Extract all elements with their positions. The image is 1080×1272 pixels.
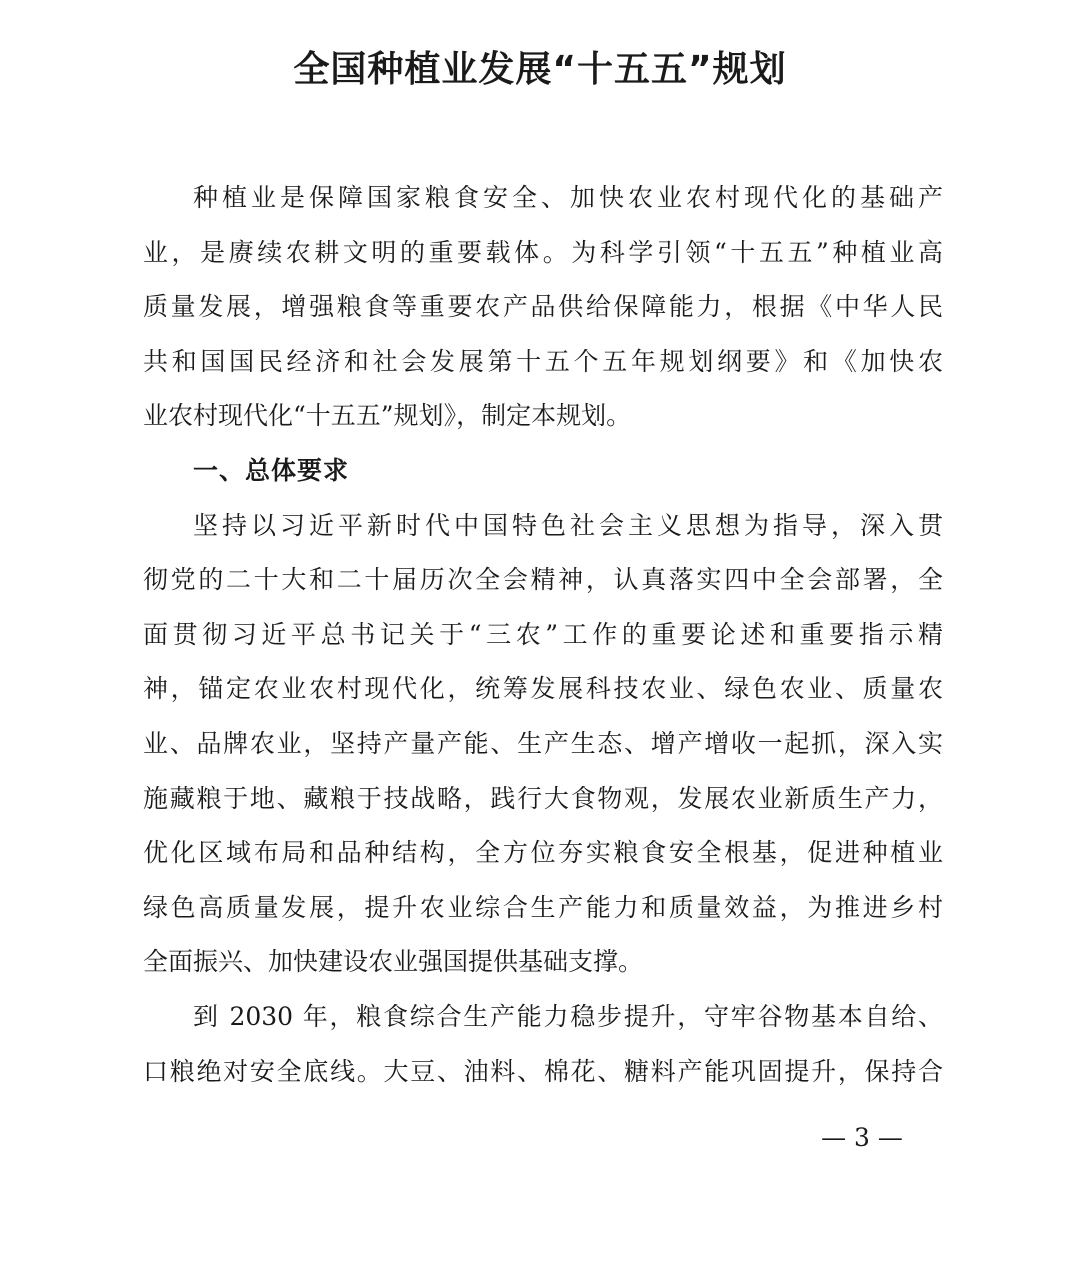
paragraph-general-requirements — [143, 499, 943, 990]
paragraph-line: 面贯彻习近平总书记关于“三农”工作的重要论述和重要指示精 — [143, 619, 943, 649]
paragraph-line: 优化区域布局和品种结构，全方位夯实粮食安全根基，促进种植业 — [143, 838, 943, 868]
page-number: — 3 — — [821, 1123, 903, 1152]
paragraph-line: 口粮绝对安全底线。大豆、油料、棉花、糖料产能巩固提升，保持合 — [143, 1056, 943, 1086]
paragraph-line: 神，锚定农业农村现代化，统筹发展科技农业、绿色农业、质量农 — [143, 674, 943, 704]
document-body — [143, 171, 943, 1099]
paragraph-line: 到 2030 年，粮食综合生产能力稳步提升，守牢谷物基本自给、 — [193, 1001, 943, 1031]
paragraph-line: 全面振兴、加快建设农业强国提供基础支撑。 — [143, 947, 644, 977]
paragraph-line: 绿色高质量发展，提升农业综合生产能力和质量效益，为推进乡村 — [143, 892, 943, 922]
paragraph-line: 彻党的二十大和二十届历次全会精神，认真落实四中全会部署，全 — [143, 565, 943, 595]
paragraph-line: 业，是赓续农耕文明的重要载体。为科学引领“十五五”种植业高 — [143, 237, 943, 267]
paragraph-line: 业农村现代化“十五五”规划》，制定本规划。 — [143, 401, 632, 431]
document-title: 全国种植业发展“十五五”规划 — [293, 49, 787, 90]
paragraph-line: 质量发展，增强粮食等重要农产品供给保障能力，根据《中华人民 — [143, 292, 943, 322]
paragraph-line: 业、品牌农业，坚持产量产能、生产生态、增产增收一起抓，深入实 — [143, 728, 943, 758]
paragraph-line: 共和国国民经济和社会发展第十五个五年规划纲要》和《加快农 — [143, 346, 943, 376]
paragraph-2030-targets — [143, 990, 943, 1099]
paragraph-line: 坚持以习近平新时代中国特色社会主义思想为指导，深入贯 — [193, 510, 943, 540]
paragraph-line: 种植业是保障国家粮食安全、加快农业农村现代化的基础产 — [193, 183, 943, 212]
paragraph-line: 施藏粮于地、藏粮于技战略，践行大食物观，发展农业新质生产力， — [143, 783, 943, 813]
paragraph-introduction — [143, 171, 943, 444]
section-heading: 一、总体要求 — [193, 455, 350, 485]
